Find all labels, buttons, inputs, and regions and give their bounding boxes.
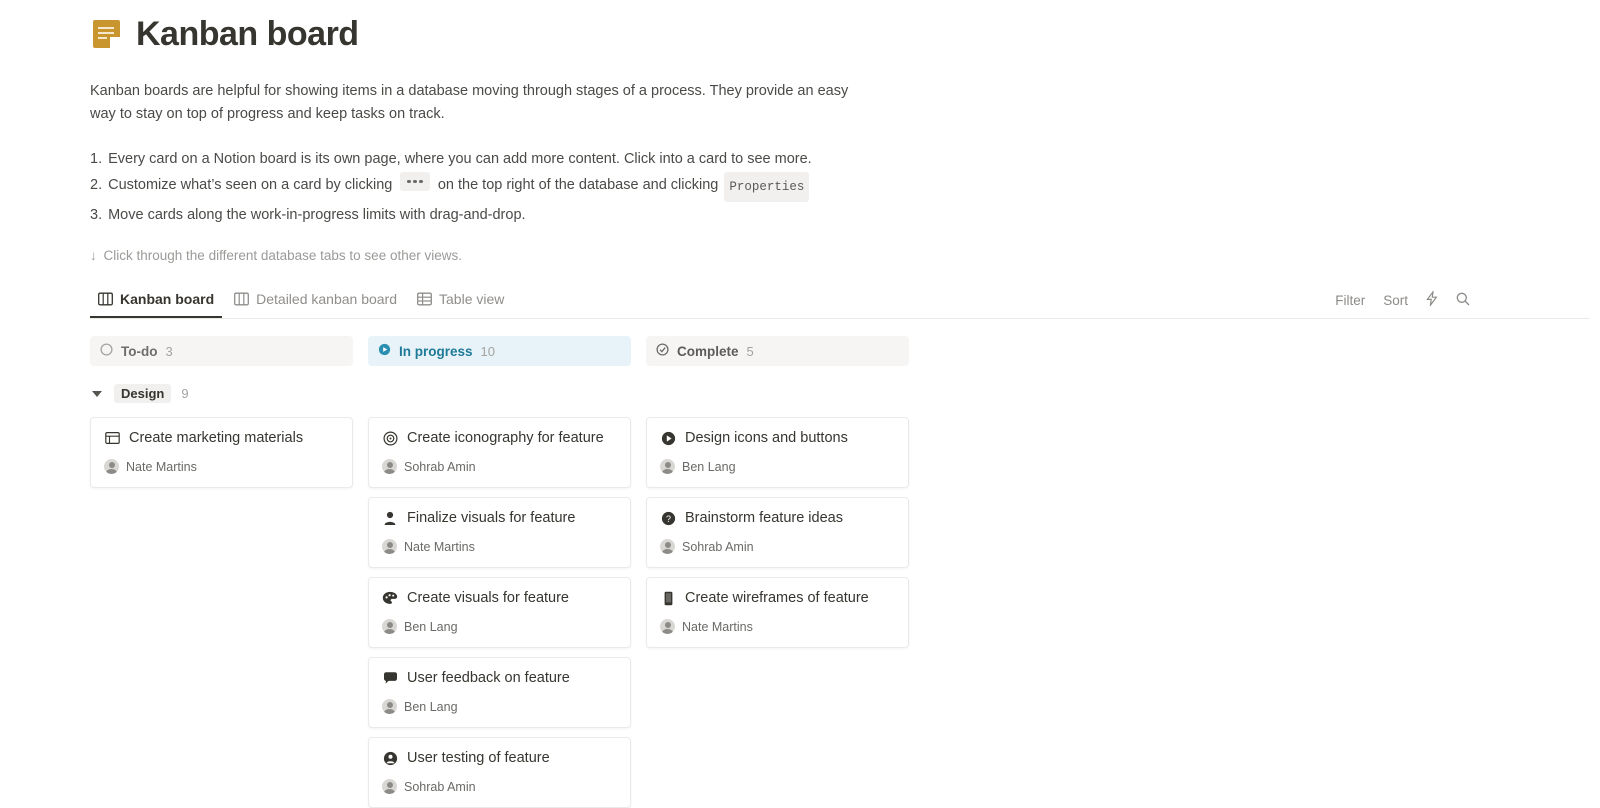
page-document-icon [90, 17, 124, 51]
group-header-design[interactable] [90, 384, 353, 403]
svg-text:?: ? [665, 513, 671, 524]
database-tabs [90, 285, 512, 318]
tab-label: Kanban board [120, 291, 215, 307]
card-assignee [382, 539, 617, 554]
assignee-name: Sohrab Amin [404, 459, 476, 474]
more-options-icon [400, 172, 430, 191]
assignee-name: Nate Martins [682, 619, 753, 634]
avatar [660, 459, 675, 474]
palette-icon [382, 590, 398, 606]
list-item [90, 172, 1600, 202]
properties-code-label: Properties [724, 172, 809, 202]
list-text: Move cards along the work-in-progress limits with drag-and-drop. [108, 207, 526, 223]
board-view-icon [234, 292, 249, 306]
user-circle-icon [382, 750, 398, 766]
board-card[interactable] [368, 657, 631, 728]
column-header-todo[interactable] [90, 336, 353, 366]
target-icon [382, 430, 398, 446]
column-name: Complete [677, 343, 739, 359]
board-view-icon [98, 292, 113, 306]
sort-button[interactable]: Sort [1383, 292, 1408, 308]
card-title: Create marketing materials [129, 430, 304, 446]
assignee-name: Nate Martins [404, 539, 475, 554]
card-title: Finalize visuals for feature [407, 510, 576, 526]
column-name: In progress [399, 343, 473, 359]
board-card[interactable] [646, 417, 909, 488]
instructions-list [90, 146, 1600, 228]
card-title: Create visuals for feature [407, 590, 569, 606]
card-title-row [660, 430, 895, 446]
column-count: 10 [480, 343, 495, 359]
tab-kanban-board[interactable] [90, 285, 222, 318]
circle-check-icon [656, 343, 669, 359]
card-title-row [660, 510, 895, 526]
tab-table-view[interactable] [409, 285, 512, 318]
card-assignee [104, 459, 339, 474]
kanban-board [90, 336, 1600, 808]
assignee-name: Nate Martins [126, 459, 197, 474]
avatar [660, 539, 675, 554]
card-assignee [660, 539, 895, 554]
list-item [90, 202, 1600, 228]
tab-detailed-kanban-board[interactable] [226, 285, 405, 318]
page-header [90, 14, 1600, 54]
tab-label: Detailed kanban board [256, 291, 398, 307]
card-title: Create iconography for feature [407, 430, 604, 446]
card-title-row [382, 590, 617, 606]
card-title-row [382, 510, 617, 526]
play-circle-icon [660, 430, 676, 446]
card-title: User testing of feature [407, 750, 550, 766]
card-title-row [382, 750, 617, 766]
avatar [104, 459, 119, 474]
avatar [382, 699, 397, 714]
board-card[interactable] [646, 577, 909, 648]
card-icon [104, 430, 120, 446]
card-title: User feedback on feature [407, 670, 570, 686]
card-assignee [382, 779, 617, 794]
card-title-row [660, 590, 895, 606]
board-column-todo [90, 336, 353, 808]
down-arrow-icon: ↓ [90, 248, 97, 263]
card-title: Brainstorm feature ideas [685, 510, 843, 526]
board-card[interactable] [90, 417, 353, 488]
circle-empty-icon [100, 343, 113, 359]
list-number: 2. [90, 177, 103, 193]
board-card[interactable] [368, 497, 631, 568]
assignee-name: Sohrab Amin [404, 779, 476, 794]
tab-hint-text: Click through the different database tabs to see other views. [103, 248, 462, 263]
card-title-row [382, 430, 617, 446]
group-label: Design [114, 384, 171, 403]
group-count: 9 [181, 386, 189, 401]
filter-button[interactable]: Filter [1335, 292, 1366, 308]
board-card[interactable] [646, 497, 909, 568]
board-card[interactable] [368, 417, 631, 488]
card-assignee [382, 619, 617, 634]
card-title: Create wireframes of feature [685, 590, 869, 606]
tab-hint [90, 248, 1600, 263]
search-icon[interactable] [1456, 292, 1470, 309]
card-title-row [382, 670, 617, 686]
list-text: Customize what’s seen on a card by clicking [108, 177, 393, 193]
circle-play-icon [378, 343, 391, 359]
question-icon [660, 510, 676, 526]
board-card[interactable] [368, 737, 631, 808]
card-assignee [382, 459, 617, 474]
table-view-icon [417, 292, 432, 306]
automation-icon[interactable] [1426, 291, 1438, 309]
avatar [382, 779, 397, 794]
intro-paragraph: Kanban boards are helpful for showing items in a database moving through stages of a process. They provide an easy way to stay on top of progress and keep tasks on track. [90, 83, 849, 122]
assignee-name: Sohrab Amin [682, 539, 754, 554]
card-title-row [104, 430, 339, 446]
assignee-name: Ben Lang [404, 699, 458, 714]
column-cards-todo [90, 417, 353, 797]
card-assignee [660, 459, 895, 474]
list-number: 3. [90, 207, 103, 223]
speech-bubble-icon [382, 670, 398, 686]
avatar [382, 619, 397, 634]
card-assignee [382, 699, 617, 714]
assignee-name: Ben Lang [682, 459, 736, 474]
board-card[interactable] [368, 577, 631, 648]
card-title: Design icons and buttons [685, 430, 848, 446]
avatar [382, 539, 397, 554]
column-name: To-do [121, 343, 158, 359]
chevron-down-icon[interactable] [90, 387, 104, 401]
device-icon [660, 590, 676, 606]
column-cards-in-progress [368, 417, 631, 808]
column-header-in-progress[interactable] [368, 336, 631, 366]
card-assignee [660, 619, 895, 634]
list-text: Every card on a Notion board is its own page, where you can add more content. Click into a card to see more. [108, 151, 812, 167]
database-toolbar [1335, 291, 1470, 318]
page-title: Kanban board [136, 15, 359, 53]
database-header [90, 285, 1590, 319]
column-cards-complete [646, 417, 909, 797]
column-count: 5 [746, 343, 754, 359]
column-header-complete[interactable] [646, 336, 909, 366]
person-icon [382, 510, 398, 526]
board-column-in-progress [368, 336, 631, 808]
board-column-complete [646, 336, 909, 808]
assignee-name: Ben Lang [404, 619, 458, 634]
column-count: 3 [165, 343, 173, 359]
list-item [90, 146, 1600, 172]
avatar [660, 619, 675, 634]
tab-label: Table view [439, 291, 505, 307]
list-text-continued: on the top right of the database and clicking [437, 177, 719, 193]
avatar [382, 459, 397, 474]
list-number: 1. [90, 151, 103, 167]
